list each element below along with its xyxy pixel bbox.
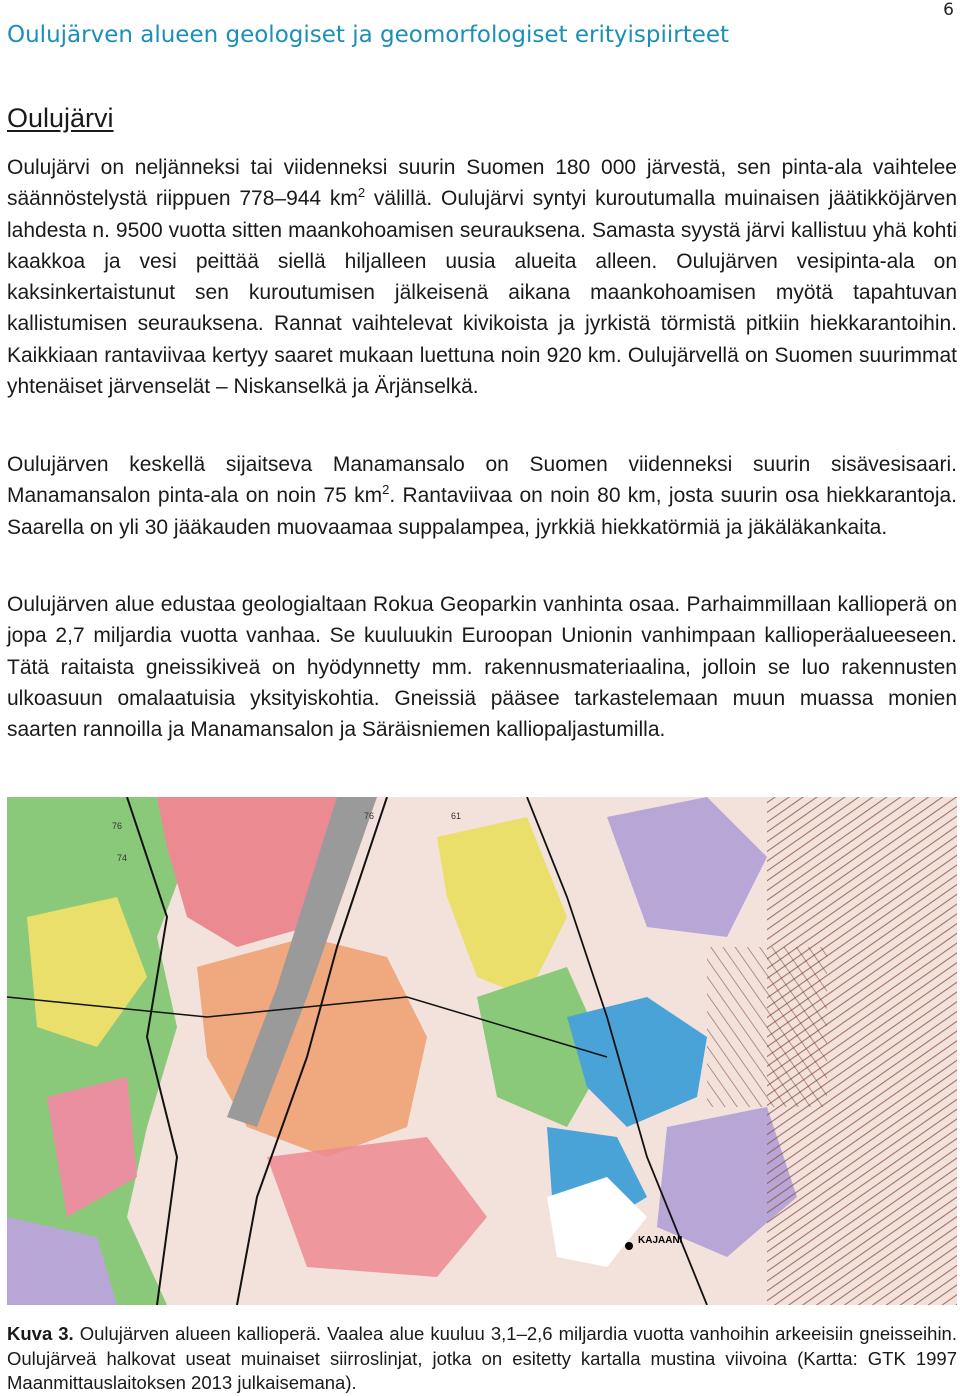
kajaani-label: KAJAANI	[638, 1235, 683, 1246]
figure-caption: Kuva 3. Oulujärven alueen kallioperä. Vaalea alue kuuluu 3,1–2,6 miljardia vuotta vanhoihin arkeeisiin gneisseihin. Oulujärveä halkovat useat muinaiset siirroslinjat, jotka on esitetty kartalla mustina viivoina (Kartta: GTK 1997 Maanmittauslaitoksen 2013 julkaisemana).	[7, 1323, 957, 1393]
map-area-hatched-center	[707, 947, 827, 1107]
section-heading: Oulujärvi	[7, 103, 114, 133]
paragraph-oulujarvi: Oulujärvi on neljänneksi tai viidenneksi suurin Suomen 180 000 järvestä, sen pinta-ala vaihtelee säännöstelystä riippuen 778–944 $km^2$ välillä. Oulujärvi syntyi kuroutumalla muinaisen jäätikköjärven lahdesta n. 9500 vuotta sitten maankohoamisen seurauksena. Samasta syystä järvi kallistuu yhä kohti kaakkoa ja vesi peittää siellä hiljalleen uusia alueita alleen. Oulujärven vesipinta-ala on kaksinkertaistunut sen kuroutumisen jälkeisenä aikana maankohoamisen myötä tapahtuvan kallistumisen seurauksena. Rannat vaihtelevat kivikoista ja jyrkistä törmistä pitkiin hiekkarantoihin. Kaikkiaan rantaviivaa kertyy saaret mukaan luettuna noin 920 km. Oulujärvellä on Suomen suurimmat yhtenäiset järvenselät – Niskanselkä ja Ärjänselkä.	[7, 156, 958, 399]
paragraph-manamansalo: Oulujärven keskellä sijaitseva Manamansalo on Suomen viidenneksi suurin sisävesisaari. Manamansalon pinta-ala on noin 75 $km^2$. Rantaviivaa on noin 80 km, josta suurin osa hiekkarantoja. Saarella on yli 30 jääkauden muovaamaa suppalampea, jyrkkiä hiekkatörmiä ja jäkäläkankaita.	[7, 453, 958, 539]
paragraph-bedrock: Oulujärven alue edustaa geologialtaan Rokua Geoparkin vanhinta osaa. Parhaimmillaan kallioperä on jopa 2,7 miljardia vuotta vanhaa. Se kuuluukin Euroopan Unionin vanhimpaan kallioperäalueeseen. Tätä raitaista gneissikiveä on hyödynnetty mm. rakennusmateriaalina, jolloin se luo rakennusten ulkoasuun omalaatuisia yksityiskohtia. Gneissiä pääsee tarkastelemaan muun muassa monien saarten rannoilla ja Manamansalon ja Säräisniemen kalliopaljastumilla.	[7, 593, 957, 742]
map-number-1: 76	[112, 821, 123, 831]
kajaani-marker	[625, 1242, 633, 1250]
map-number-2: 74	[117, 853, 128, 863]
running-header-title: Oulujärven alueen geologiset ja geomorfologiset erityispiirteet	[7, 22, 730, 48]
map-number-3: 76	[364, 811, 375, 821]
map-number-4: 61	[451, 811, 462, 821]
bedrock-map	[7, 797, 957, 1305]
page-number: 6	[943, 0, 954, 20]
bedrock-map-figure	[7, 797, 957, 1305]
